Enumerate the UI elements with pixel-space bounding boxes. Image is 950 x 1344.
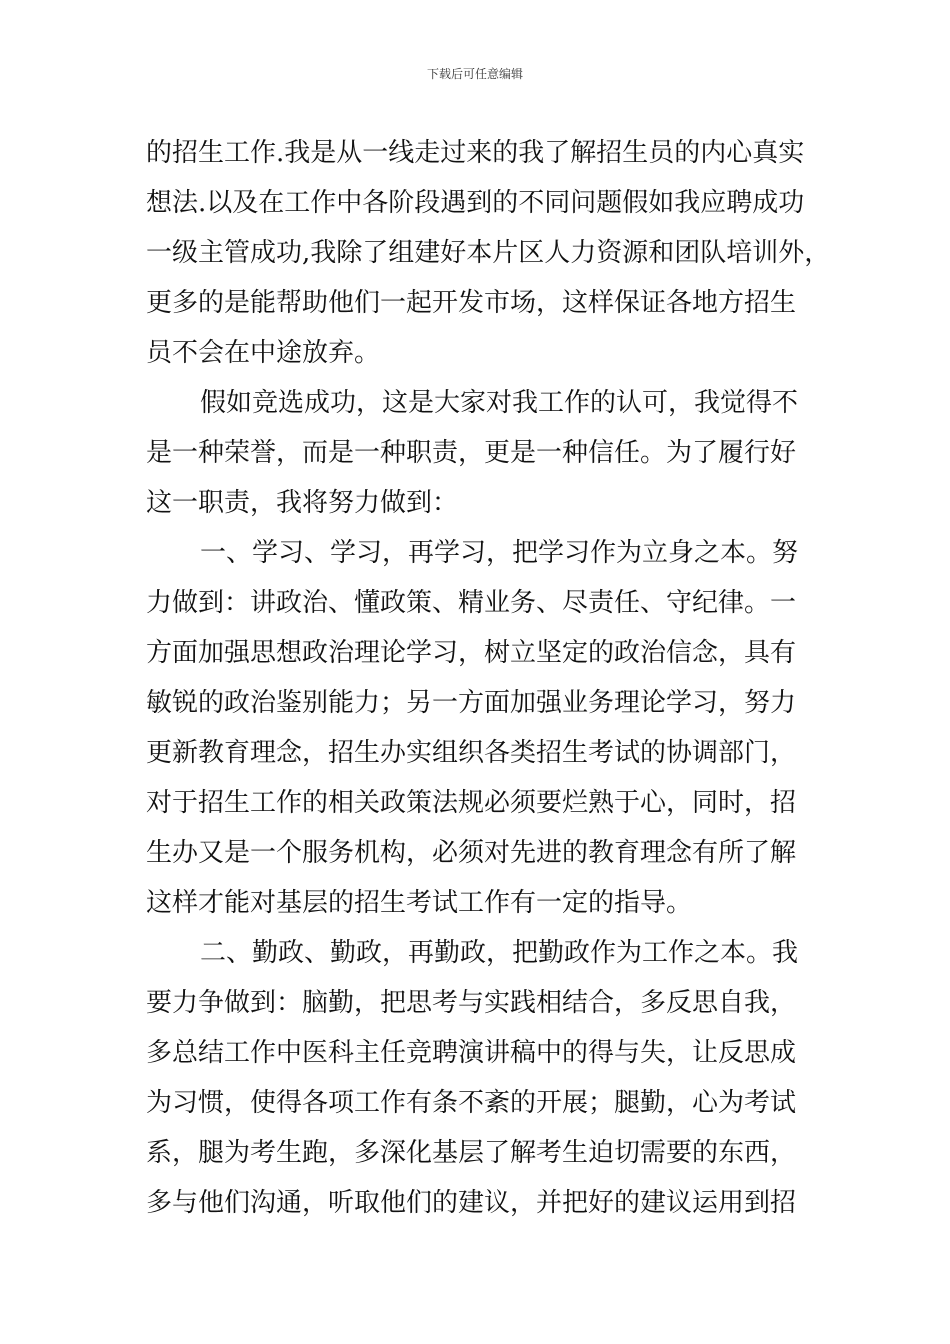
text-line: 为习惯，使得各项工作有条不紊的开展；腿勤，心为考试 (146, 1088, 797, 1118)
text-line: 多与他们沟通，听取他们的建议，并把好的建议运用到招 (146, 1188, 797, 1218)
text-line: 一级主管成功,我除了组建好本片区人力资源和团队培训外， (146, 238, 831, 268)
text-line: 敏锐的政治鉴别能力；另一方面加强业务理论学习，努力 (146, 688, 797, 718)
text-line: 更新教育理念，招生办实组织各类招生考试的协调部门， (146, 738, 797, 768)
text-line: 力做到：讲政治、懂政策、精业务、尽责任、守纪律。一 (146, 588, 797, 618)
text-line: 系，腿为考生跑，多深化基层了解考生迫切需要的东西， (146, 1138, 797, 1168)
paragraph-3 (146, 528, 811, 928)
text-line: 要力争做到：脑勤，把思考与实践相结合，多反思自我， (146, 988, 797, 1018)
text-line: 是一种荣誉，而是一种职责，更是一种信任。为了履行好 (146, 438, 797, 468)
text-line: 的招生工作.我是从一线走过来的我了解招生员的内心真实 (146, 138, 805, 168)
paragraph-4 (146, 928, 811, 1228)
paragraph-1 (146, 128, 831, 378)
text-line: 方面加强思想政治理论学习，树立坚定的政治信念，具有 (146, 638, 797, 668)
text-line: 更多的是能帮助他们一起开发市场，这样保证各地方招生 (146, 288, 797, 318)
paragraph-2 (146, 378, 811, 528)
text-line: 生办又是一个服务机构，必须对先进的教育理念有所了解 (146, 838, 797, 868)
text-line: 二、勤政、勤政，再勤政，把勤政作为工作之本。我 (200, 938, 799, 968)
text-line: 对于招生工作的相关政策法规必须要烂熟于心，同时，招 (146, 788, 797, 818)
text-line: 假如竞选成功，这是大家对我工作的认可，我觉得不 (200, 388, 799, 418)
text-line: 这一职责，我将努力做到： (146, 488, 459, 518)
text-line: 想法.以及在工作中各阶段遇到的不同问题假如我应聘成功 (146, 188, 805, 218)
document-body (146, 128, 831, 1228)
text-line: 多总结工作中医科主任竞聘演讲稿中的得与失，让反思成 (146, 1038, 797, 1068)
text-line: 这样才能对基层的招生考试工作有一定的指导。 (146, 888, 693, 918)
page-header: 下载后可任意编辑 (426, 67, 523, 81)
text-line: 一、学习、学习，再学习，把学习作为立身之本。努 (200, 538, 799, 568)
text-line: 员不会在中途放弃。 (146, 338, 381, 368)
